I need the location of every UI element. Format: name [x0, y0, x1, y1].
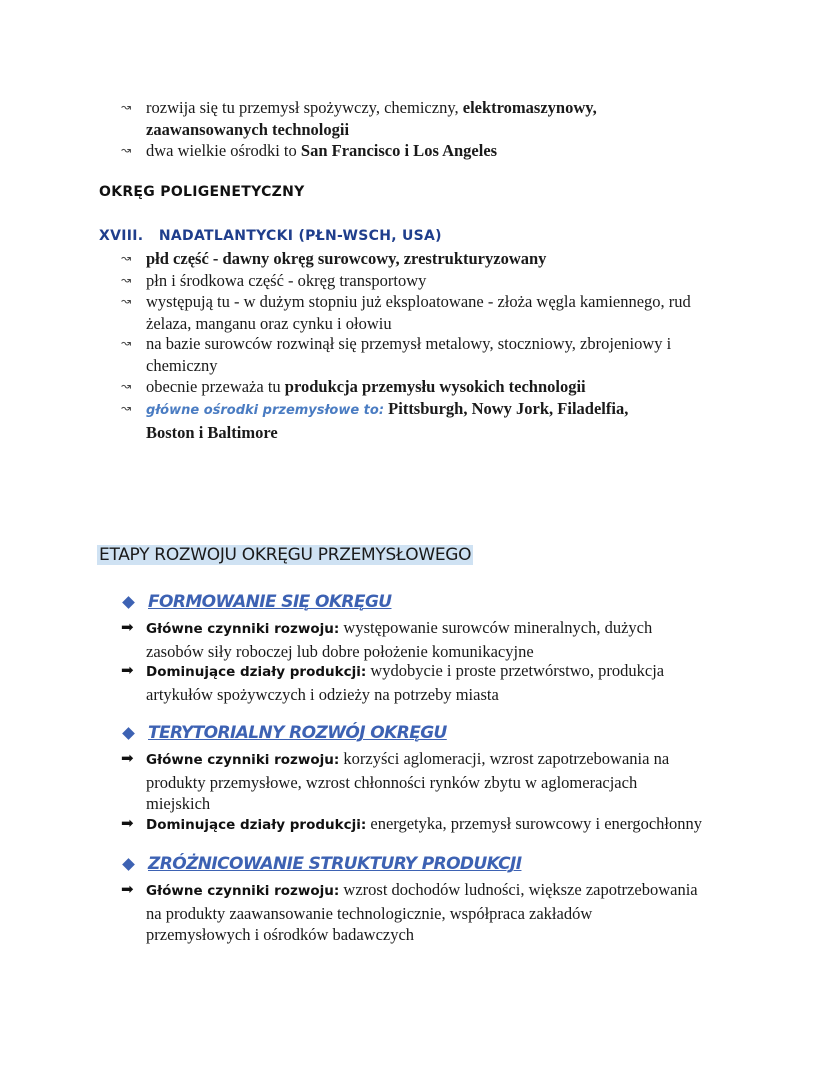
section-heading [99, 228, 442, 244]
stage-2-item-1 [121, 748, 786, 815]
text: wzrost dochodów ludności, większe zapotrzebowania [339, 880, 698, 899]
stage-3-title [124, 854, 521, 874]
text: obecnie przeważa tu [146, 377, 285, 396]
text: na bazie surowców rozwinął się przemysł metalowy, stoczniowy, zbrojeniowy i [146, 334, 672, 353]
text: wydobycie i proste przetwórstwo, produkcja [366, 661, 665, 680]
arrow-bullet-icon: ↝ [121, 294, 132, 308]
arrow-bullet-icon: ↝ [121, 379, 132, 393]
item-label: Dominujące działy produkcji: [146, 664, 367, 680]
text: występowanie surowców mineralnych, dużych [339, 618, 653, 637]
text: płn i środkowa część - okręg transportowy [146, 271, 427, 290]
item-label: Główne czynniki rozwoju: [146, 752, 340, 768]
intro-bullet-1 [121, 97, 786, 140]
stage-title: TERYTORIALNY ROZWÓJ OKRĘGU [148, 723, 447, 743]
bold-text: Boston i Baltimore [146, 422, 278, 442]
section-title: NADATLANTYCKI (PŁN-WSCH, USA) [158, 228, 442, 244]
s18-bullet-5 [121, 376, 786, 398]
s18-bullet-6 [121, 398, 786, 443]
arrow-bullet-icon: ↝ [121, 100, 132, 114]
text: żelaza, manganu oraz cynku i ołowiu [146, 313, 392, 333]
item-label: Dominujące działy produkcji: [146, 817, 367, 833]
stage-2-title [124, 723, 447, 743]
arrow-right-icon: ➡ [121, 618, 134, 636]
stage-1-item-1 [121, 617, 786, 662]
arrow-right-icon: ➡ [121, 814, 134, 832]
item-label: Główne czynniki rozwoju: [146, 883, 340, 899]
diamond-bullet-icon [122, 596, 135, 609]
text: produkty przemysłowe, wzrost chłonności rynków zbytu w aglomeracjach [146, 772, 638, 792]
s18-bullet-2 [121, 270, 786, 292]
diamond-bullet-icon [122, 727, 135, 740]
text: rozwija się tu przemysł spożywczy, chemiczny, [146, 98, 463, 117]
arrow-bullet-icon: ↝ [121, 401, 132, 415]
section-number: XVIII. [99, 228, 144, 244]
arrow-right-icon: ➡ [121, 880, 134, 898]
diamond-bullet-icon [122, 858, 135, 871]
text: przemysłowych i ośrodków badawczych [146, 925, 415, 944]
text: artykułów spożywczych i odzieży na potrzeby miasta [146, 684, 499, 704]
stage-2-item-2 [121, 813, 806, 837]
bold-text: zaawansowanych technologii [146, 119, 350, 139]
text: występują tu - w dużym stopniu już eksploatowane - złoża węgla kamiennego, rud [146, 292, 691, 311]
s18-bullet-3 [121, 291, 786, 334]
arrow-bullet-icon: ↝ [121, 273, 132, 287]
bold-text: Pittsburgh, Nowy Jork, Filadelfia, [384, 399, 629, 418]
arrow-right-icon: ➡ [121, 749, 134, 767]
text: miejskich [146, 794, 211, 813]
text: energetyka, przemysł surowcowy i energochłonny [366, 814, 702, 833]
handwritten-label: główne ośrodki przemysłowe to: [146, 403, 385, 418]
text: dwa wielkie ośrodki to [146, 141, 301, 160]
etapy-title-wrap [97, 545, 473, 565]
bold-text: San Francisco i Los Angeles [300, 141, 498, 160]
stage-title: ZRÓŻNICOWANIE STRUKTURY PRODUKCJI [148, 854, 522, 874]
s18-bullet-1 [121, 248, 786, 270]
okreg-heading: OKRĘG POLIGENETYCZNY [99, 184, 305, 200]
arrow-right-icon: ➡ [121, 661, 134, 679]
stage-1-item-2 [121, 660, 786, 705]
text: korzyści aglomeracji, wzrost zapotrzebowania na [339, 749, 670, 768]
stage-title: FORMOWANIE SIĘ OKRĘGU [148, 592, 392, 612]
text: zasobów siły roboczej lub dobre położenie komunikacyjne [146, 641, 534, 661]
arrow-bullet-icon: ↝ [121, 336, 132, 350]
etapy-title: ETAPY ROZWOJU OKRĘGU PRZEMYSŁOWEGO [99, 545, 472, 565]
stage-3-item-1 [121, 879, 786, 946]
arrow-bullet-icon: ↝ [121, 251, 132, 265]
text: na produkty zaawansowanie technologicznie, współpraca zakładów [146, 903, 593, 923]
text: chemiczny [146, 355, 218, 375]
s18-bullet-4 [121, 333, 786, 376]
item-label: Główne czynniki rozwoju: [146, 621, 340, 637]
bold-text: produkcja przemysłu wysokich technologii [284, 377, 586, 396]
bold-text: płd część - dawny okręg surowcowy, zrestrukturyzowany [146, 249, 547, 268]
arrow-bullet-icon: ↝ [121, 143, 132, 157]
bold-text: elektromaszynowy, [462, 98, 597, 117]
intro-bullet-2 [121, 140, 786, 162]
stage-1-title [124, 592, 392, 612]
